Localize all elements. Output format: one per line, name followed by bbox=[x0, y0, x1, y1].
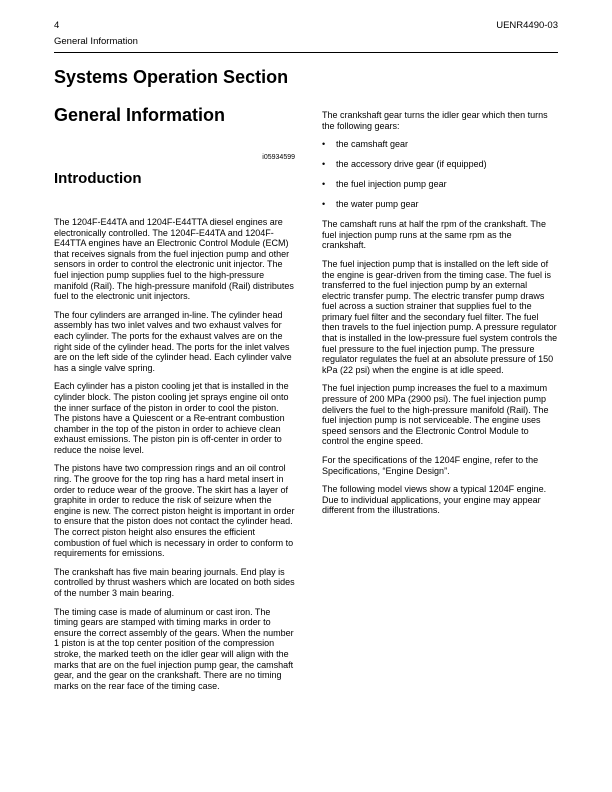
bullet-icon: • bbox=[322, 199, 326, 210]
topic-heading: General Information bbox=[54, 105, 226, 125]
section-title: Systems Operation Section bbox=[54, 67, 289, 87]
bullet-icon: • bbox=[322, 139, 326, 150]
body-paragraph: The 1204F-E44TA and 1204F-E44TTA diesel engines are electronically controlled. The 1204F-E44TA and 1204F-E44TTA engines have an Electronic Control Module (ECM) that receives signals from the fuel injection pump and other sensors in order to control the electronic unit injector. The fuel injection pump supplies fuel to the high-pressure manifold (Rail). The high-pressure manifold (Rail) distributes fuel to the electronic unit injectors. bbox=[54, 217, 294, 302]
body-paragraph: The camshaft runs at half the rpm of the crankshaft. The fuel injection pump runs at the same rpm as the crankshaft. bbox=[322, 219, 546, 251]
body-paragraph: The timing case is made of aluminum or cast iron. The timing gears are stamped with timing marks in order to ensure the correct assembly of the gears. When the number 1 piston is at the top center position of the compression stroke, the marked teeth on the idler gear will align with the marks that are on the fuel injection pump gear, the camshaft gear, and the gear on the crankshaft. There are no timing marks on the rear face of the timing case. bbox=[54, 606, 294, 691]
list-item-text: the water pump gear bbox=[336, 199, 419, 210]
page-number: 4 bbox=[54, 20, 60, 31]
gear-list bbox=[322, 139, 558, 210]
list-item-text: the fuel injection pump gear bbox=[336, 179, 447, 190]
right-column bbox=[322, 110, 558, 524]
list-item-text: the camshaft gear bbox=[336, 139, 409, 150]
body-paragraph: The pistons have two compression rings and an oil control ring. The groove for the top ring has a hard metal insert in order to reduce wear of the groove. The skirt has a layer of graphite in order to reduce the risk of seizure when the engine is new. The correct piston height is important in order to ensure that the piston does not contact the cylinder head. The correct piston height also ensures the efficient combustion of fuel which is necessary in order to conform to requirements for emissions. bbox=[54, 463, 295, 559]
body-paragraph: The four cylinders are arranged in-line. The cylinder head assembly has two inlet valves and two exhaust valves for each cylinder. The ports for the exhaust valves are on the right side of the cylinder head. The ports for the inlet valves are on the left side of the cylinder head. Each cylinder valve has a single valve spring. bbox=[54, 309, 292, 373]
list-item-text: the accessory drive gear (if equipped) bbox=[336, 159, 487, 170]
header-rule bbox=[54, 52, 558, 53]
list-item bbox=[322, 139, 558, 150]
body-paragraph: The crankshaft has five main bearing journals. End play is controlled by thrust washers which are located on both sides of the number 3 main bearing. bbox=[54, 566, 295, 598]
body-paragraph: The fuel injection pump that is installed on the left side of the engine is gear-driven from the timing case. The fuel is transferred to the fuel injection pump by an external electric transfer pump. The electric transfer pump draws fuel across a suction strainer that supplies fuel to the primary fuel filter and the secondary fuel filter. The fuel then travels to the fuel injection pump. A pressure regulator that is installed in the low-pressure fuel system controls the fuel pressure to the fuel injection pump. The pressure regulator regulates the fuel at an absolute pressure of 150 kPa (22 psi) when the engine is at idle speed. bbox=[322, 258, 558, 375]
body-paragraph: Each cylinder has a piston cooling jet that is installed in the cylinder block. The piston cooling jet sprays engine oil onto the inner surface of the piston in order to cool the piston. The pistons have a Quiescent or a Re-entrant combustion chamber in the top of the piston in order to achieve clean exhaust emissions. The piston pin is off-center in order to reduce the noise level. bbox=[54, 381, 289, 455]
running-header: General Information bbox=[54, 36, 138, 47]
list-item bbox=[322, 199, 558, 210]
reference-id: i05934599 bbox=[262, 154, 295, 161]
document-id: UENR4490-03 bbox=[496, 20, 558, 31]
bullet-icon: • bbox=[322, 179, 326, 190]
introduction-heading: Introduction bbox=[54, 170, 142, 187]
body-paragraph: The fuel injection pump increases the fuel to a maximum pressure of 200 MPa (2900 psi). The fuel injection pump delivers the fuel to the high-pressure manifold (Rail). The fuel injection pump is not serviceable. The engine uses speed sensors and the Electronic Control Module to control the engine speed. bbox=[322, 383, 549, 447]
body-paragraph: The following model views show a typical 1204F engine. Due to individual applications, your engine may appear different from the illustrations. bbox=[322, 484, 547, 516]
left-column bbox=[54, 104, 295, 699]
list-item bbox=[322, 179, 558, 190]
bullet-icon: • bbox=[322, 159, 326, 170]
list-item bbox=[322, 159, 558, 170]
body-paragraph: For the specifications of the 1204F engine, refer to the Specifications, “Engine Design”. bbox=[322, 455, 539, 476]
body-paragraph: The crankshaft gear turns the idler gear which then turns the following gears: bbox=[322, 110, 548, 131]
